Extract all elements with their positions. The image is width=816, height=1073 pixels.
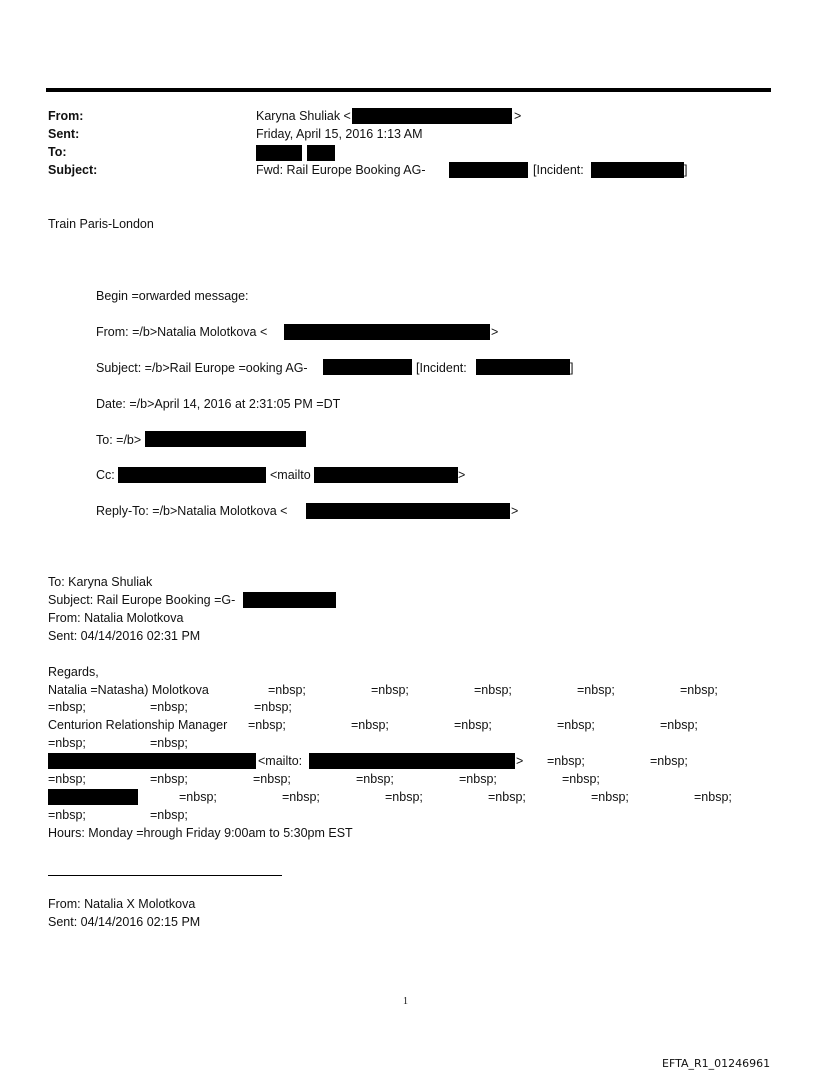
subject-value: Fwd: Rail Europe Booking AG- — [256, 163, 426, 177]
nbsp-text: =nbsp; — [660, 718, 698, 732]
nbsp-text: =nbsp; — [282, 790, 320, 804]
nbsp-text: =nbsp; — [356, 772, 394, 786]
nbsp-text: =nbsp; — [547, 754, 585, 768]
fwd-subject: Subject: =/b>Rail Europe =ooking AG- — [96, 361, 308, 375]
redaction — [449, 162, 528, 178]
fwd-reply-end: > — [511, 504, 519, 518]
fwd-date: Date: =/b>April 14, 2016 at 2:31:05 PM =DT — [96, 397, 341, 411]
nbsp-text: =nbsp; — [248, 718, 286, 732]
redaction — [243, 592, 336, 608]
nbsp-text: =nbsp; — [254, 700, 292, 714]
inner-from: From: Natalia Molotkova — [48, 611, 184, 625]
prev-sent: Sent: 04/14/2016 02:15 PM — [48, 915, 201, 929]
nbsp-text: =nbsp; — [591, 790, 629, 804]
fwd-cc-mailto: <mailto — [270, 468, 311, 482]
redaction — [314, 467, 458, 483]
to-label: To: — [48, 145, 67, 159]
fwd-from: From: =/b>Natalia Molotkova < — [96, 325, 268, 339]
document-id: EFTA_R1_01246961 — [662, 1057, 771, 1070]
nbsp-text: =nbsp; — [562, 772, 600, 786]
sig-title: Centurion Relationship Manager — [48, 718, 228, 732]
subject-incident: [Incident: — [533, 163, 584, 177]
redaction — [48, 789, 138, 805]
nbsp-text: =nbsp; — [253, 772, 291, 786]
redaction — [48, 753, 256, 769]
subject-label: Subject: — [48, 163, 98, 177]
from-value: Karyna Shuliak < — [256, 109, 351, 123]
intro-text: Train Paris-London — [48, 217, 154, 231]
nbsp-text: =nbsp; — [650, 754, 688, 768]
fwd-subject-incident: [Incident: — [416, 361, 467, 375]
page-number: 1 — [403, 996, 408, 1007]
nbsp-text: =nbsp; — [179, 790, 217, 804]
redaction — [118, 467, 266, 483]
header-rule — [46, 88, 771, 92]
nbsp-text: =nbsp; — [48, 736, 86, 750]
redaction — [306, 503, 510, 519]
redaction — [145, 431, 306, 447]
redaction — [591, 162, 684, 178]
prev-from: From: Natalia X Molotkova — [48, 897, 196, 911]
redaction — [323, 359, 412, 375]
nbsp-text: =nbsp; — [488, 790, 526, 804]
sig-mailto: <mailto: — [258, 754, 303, 768]
nbsp-text: =nbsp; — [694, 790, 732, 804]
nbsp-text: =nbsp; — [474, 683, 512, 697]
from-label: From: — [48, 109, 84, 123]
sig-regards: Regards, — [48, 665, 99, 679]
inner-sent: Sent: 04/14/2016 02:31 PM — [48, 629, 201, 643]
nbsp-text: =nbsp; — [150, 700, 188, 714]
nbsp-text: =nbsp; — [680, 683, 718, 697]
redaction — [256, 145, 302, 161]
separator-line — [48, 875, 282, 876]
sig-hours: Hours: Monday =hrough Friday 9:00am to 5:30pm EST — [48, 826, 353, 840]
redaction — [284, 324, 490, 340]
nbsp-text: =nbsp; — [557, 718, 595, 732]
fwd-subject-end: ] — [570, 361, 574, 375]
nbsp-text: =nbsp; — [351, 718, 389, 732]
nbsp-text: =nbsp; — [385, 790, 423, 804]
nbsp-text: =nbsp; — [371, 683, 409, 697]
nbsp-text: =nbsp; — [577, 683, 615, 697]
sent-label: Sent: — [48, 127, 80, 141]
fwd-cc-end: > — [458, 468, 466, 482]
fwd-cc: Cc: — [96, 468, 115, 482]
nbsp-text: =nbsp; — [150, 736, 188, 750]
fwd-to: To: =/b> — [96, 433, 142, 447]
nbsp-text: =nbsp; — [48, 808, 86, 822]
from-end: > — [514, 109, 522, 123]
fwd-begin: Begin =orwarded message: — [96, 289, 249, 303]
sig-name: Natalia =Natasha) Molotkova — [48, 683, 209, 697]
nbsp-text: =nbsp; — [268, 683, 306, 697]
nbsp-text: =nbsp; — [48, 772, 86, 786]
fwd-from-end: > — [491, 325, 499, 339]
inner-subject: Subject: Rail Europe Booking =G- — [48, 593, 236, 607]
inner-to: To: Karyna Shuliak — [48, 575, 153, 589]
redaction — [476, 359, 570, 375]
nbsp-text: =nbsp; — [150, 772, 188, 786]
nbsp-text: =nbsp; — [48, 700, 86, 714]
nbsp-text: =nbsp; — [150, 808, 188, 822]
sent-value: Friday, April 15, 2016 1:13 AM — [256, 127, 423, 141]
redaction — [352, 108, 512, 124]
redaction — [307, 145, 335, 161]
nbsp-text: =nbsp; — [454, 718, 492, 732]
nbsp-text: =nbsp; — [459, 772, 497, 786]
redaction — [309, 753, 515, 769]
subject-end: ] — [684, 163, 688, 177]
fwd-reply-to: Reply-To: =/b>Natalia Molotkova < — [96, 504, 288, 518]
sig-mailto-end: > — [516, 754, 524, 768]
